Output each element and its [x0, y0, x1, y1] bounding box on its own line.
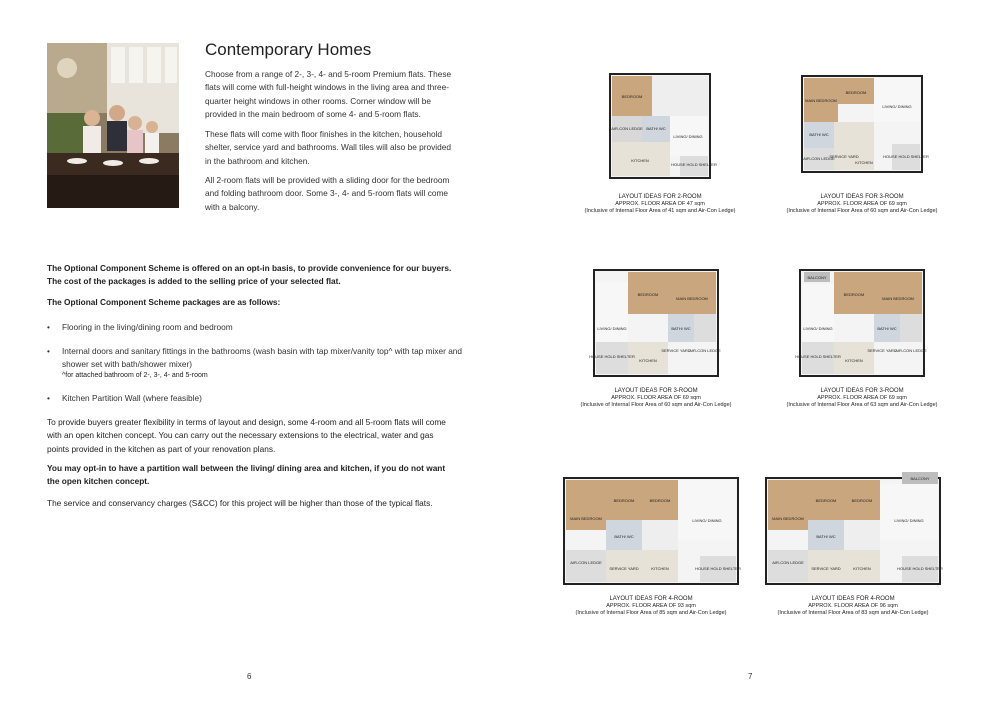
- plan-caption-note: (Inclusive of Internal Floor Area of 83 sqm and Air-Con Ledge): [777, 610, 929, 616]
- room-label: AIR-CON LEDGE: [611, 126, 643, 131]
- plan-caption-area: APPROX. FLOOR AREA OF 93 sqm: [606, 603, 696, 609]
- room-label: KITCHEN: [631, 158, 649, 163]
- plan-caption-area: APPROX. FLOOR AREA OF 69 sqm: [611, 395, 701, 401]
- room-label: BEDROOM: [649, 498, 671, 503]
- right-page: [500, 0, 1000, 707]
- room-label: SERVICE YARD: [661, 348, 691, 353]
- plan-caption-title: LAYOUT IDEAS FOR 4-ROOM: [811, 596, 895, 602]
- room-label: LIVING/ DINING: [673, 134, 703, 139]
- floor-plan-drawing: [782, 68, 942, 194]
- plan-caption-area: APPROX. FLOOR AREA OF 47 sqm: [615, 201, 705, 207]
- room-label: SERVICE YARD: [811, 566, 841, 571]
- bullet-flooring: • Flooring in the living/dining room and bedroom: [47, 321, 472, 334]
- room-label: MAIN BEDROOM: [570, 516, 602, 521]
- floor-plan-3-room-c: [782, 262, 942, 409]
- plan-caption-note: (Inclusive of Internal Floor Area of 63 sqm and Air-Con Ledge): [786, 402, 938, 408]
- room-label: BEDROOM: [845, 90, 867, 95]
- finishes-paragraph: These flats will come with floor finishes in the kitchen, household shelter, service yard and bathrooms. Wall tiles will also be provided in the bathroom and kitchen.: [205, 129, 451, 166]
- room-label: KITCHEN: [855, 160, 873, 165]
- plan-caption: [762, 596, 944, 617]
- room-label: LIVING/ DINING: [803, 326, 833, 331]
- room-label: LIVING/ DINING: [692, 518, 722, 523]
- floor-plan-2-room: [580, 68, 740, 215]
- flexibility-paragraph: To provide buyers greater flexibility in terms of layout and design, some 4-room and all 5-room flats will come with an open kitchen concept. You can carry out the necessary extensions to the electrical, water and gas points provided in the kitchen as part of your renovation plans.: [47, 417, 446, 454]
- room-label: HOUSE HOLD SHELTER: [795, 354, 841, 359]
- room-label: HOUSE HOLD SHELTER: [671, 162, 717, 167]
- room-label: AIR-CON LEDGE: [772, 560, 804, 565]
- room-label: BEDROOM: [637, 292, 659, 297]
- room-label: LIVING/ DINING: [894, 518, 924, 523]
- plan-caption-title: LAYOUT IDEAS FOR 4-ROOM: [609, 596, 693, 602]
- plan-caption-note: (Inclusive of Internal Floor Area of 85 sqm and Air-Con Ledge): [575, 610, 727, 616]
- room-label: BEDROOM: [851, 498, 873, 503]
- room-label: BATH/ WC: [809, 132, 829, 137]
- plan-caption: [782, 388, 942, 409]
- ocs-heading: The Optional Component Scheme packages are as follows:: [47, 297, 281, 307]
- floor-plan-drawing: [762, 470, 944, 596]
- room-label: KITCHEN: [639, 358, 657, 363]
- room-label: BATH/ WC: [614, 534, 634, 539]
- floor-plan-4-room-a: [560, 470, 742, 617]
- plan-caption-title: LAYOUT IDEAS FOR 2-ROOM: [618, 194, 702, 200]
- bullet-kitchen-wall: • Kitchen Partition Wall (where feasible): [47, 392, 472, 405]
- footnote: ^for attached bathroom of 2-, 3-, 4- and 5-room: [62, 372, 208, 379]
- scc-paragraph: The service and conservancy charges (S&CC) for this project will be higher than those of the typical flats.: [47, 498, 433, 508]
- bullet-doors-fittings: • Internal doors and sanitary fittings in the bathrooms (wash basin with tap mixer/vanity top^ with tap mixer and shower set with bath/shower mixer): [47, 345, 472, 372]
- plan-caption-title: LAYOUT IDEAS FOR 3-ROOM: [820, 388, 904, 394]
- room-label: HOUSE HOLD SHELTER: [589, 354, 635, 359]
- room-label: SERVICE YARD: [829, 154, 859, 159]
- room-label: LIVING/ DINING: [882, 104, 912, 109]
- room-label: SERVICE YARD: [867, 348, 897, 353]
- room-label: MAIN BEDROOM: [805, 98, 837, 103]
- room-label: KITCHEN: [845, 358, 863, 363]
- room-label: BATH/ WC: [646, 126, 666, 131]
- plan-caption: [782, 194, 942, 215]
- page-title: Contemporary Homes: [205, 40, 372, 59]
- page-number: 6: [247, 672, 252, 681]
- plan-caption: [576, 388, 736, 409]
- opt-in-paragraph: You may opt-in to have a partition wall between the living/ dining area and kitchen, if you do not want the open kitchen concept.: [47, 463, 446, 487]
- plan-caption-area: APPROX. FLOOR AREA OF 69 sqm: [817, 395, 907, 401]
- room-label: BEDROOM: [815, 498, 837, 503]
- plan-caption-note: (Inclusive of Internal Floor Area of 60 sqm and Air-Con Ledge): [786, 208, 938, 214]
- room-label: HOUSE HOLD SHELTER: [897, 566, 943, 571]
- floor-plan-drawing: [782, 262, 942, 388]
- room-label: BATH/ WC: [877, 326, 897, 331]
- plan-caption: [580, 194, 740, 215]
- plan-caption-area: APPROX. FLOOR AREA OF 96 sqm: [808, 603, 898, 609]
- room-label: BEDROOM: [843, 292, 865, 297]
- plan-caption-area: APPROX. FLOOR AREA OF 69 sqm: [817, 201, 907, 207]
- floor-plan-drawing: [580, 68, 740, 194]
- room-label: MAIN BEDROOM: [676, 296, 708, 301]
- room-label: LIVING/ DINING: [597, 326, 627, 331]
- plan-caption: [560, 596, 742, 617]
- room-label: HOUSE HOLD SHELTER: [695, 566, 741, 571]
- plan-caption-note: (Inclusive of Internal Floor Area of 41 sqm and Air-Con Ledge): [584, 208, 736, 214]
- floor-plan-4-room-b: [762, 470, 944, 617]
- room-label: MAIN BEDROOM: [882, 296, 914, 301]
- floor-plan-3-room-a: [782, 68, 942, 215]
- family-photo: [47, 43, 179, 208]
- room-label: BALCONY: [910, 476, 930, 481]
- plan-caption-title: LAYOUT IDEAS FOR 3-ROOM: [614, 388, 698, 394]
- plan-caption-title: LAYOUT IDEAS FOR 3-ROOM: [820, 194, 904, 200]
- room-label: AIR-CON LEDGE: [689, 348, 721, 353]
- room-label: BATH/ WC: [816, 534, 836, 539]
- door-paragraph: All 2-room flats will be provided with a sliding door for the bedroom and folding bathroom door. Some 3-, 4- and 5-room flats will come with a balcony.: [205, 175, 450, 212]
- room-label: BALCONY: [807, 275, 827, 280]
- room-label: BEDROOM: [613, 498, 635, 503]
- floor-plan-drawing: [560, 470, 742, 596]
- room-label: AIR-CON LEDGE: [803, 156, 835, 161]
- page-number: 7: [748, 672, 753, 681]
- room-label: BATH/ WC: [671, 326, 691, 331]
- plan-caption-note: (Inclusive of Internal Floor Area of 60 sqm and Air-Con Ledge): [580, 402, 732, 408]
- room-label: HOUSE HOLD SHELTER: [883, 154, 929, 159]
- room-label: AIR-CON LEDGE: [895, 348, 927, 353]
- room-label: MAIN BEDROOM: [772, 516, 804, 521]
- floor-plan-drawing: [576, 262, 736, 388]
- room-label: AIR-CON LEDGE: [570, 560, 602, 565]
- room-label: KITCHEN: [853, 566, 871, 571]
- room-label: SERVICE YARD: [609, 566, 639, 571]
- intro-paragraph: Choose from a range of 2-, 3-, 4- and 5-room Premium flats. These flats will come with full-height windows in the living area and three-quarter height windows in other rooms. Corner window will be provided in the main bedroom of some 4- and 5-room flats.: [205, 69, 452, 119]
- ocs-intro: The Optional Component Scheme is offered on an opt-in basis, to provide convenience for our buyers. The cost of the packages is added to the selling price of your selected flat.: [47, 263, 452, 287]
- room-label: BEDROOM: [621, 94, 643, 99]
- floor-plan-3-room-b: [576, 262, 736, 409]
- room-label: KITCHEN: [651, 566, 669, 571]
